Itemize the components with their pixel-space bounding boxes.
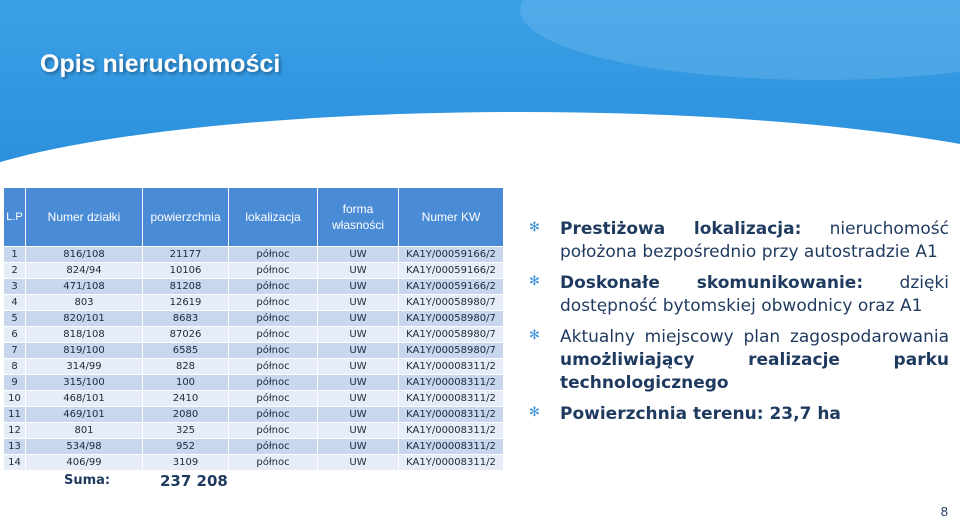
cell-lp: 12: [4, 423, 26, 439]
cell-area: 10106: [143, 263, 229, 279]
cell-lp: 4: [4, 295, 26, 311]
cell-plot-number: 471/108: [26, 279, 143, 295]
cell-kw-number: KA1Y/00059166/2: [399, 263, 504, 279]
banner-curve: [0, 112, 960, 175]
cell-location: północ: [229, 407, 318, 423]
cell-kw-number: KA1Y/00008311/2: [399, 407, 504, 423]
bullet-zoning-text: Aktualny miejscowy plan zagospodarowania: [560, 326, 949, 347]
table-row: [4, 375, 504, 391]
cell-location: północ: [229, 327, 318, 343]
cell-ownership-form: UW: [318, 327, 399, 343]
cell-plot-number: 820/101: [26, 311, 143, 327]
title-banner: [0, 0, 960, 175]
cell-plot-number: 803: [26, 295, 143, 311]
cell-location: północ: [229, 455, 318, 471]
table-row: [4, 311, 504, 327]
cell-plot-number: 534/98: [26, 439, 143, 455]
cell-ownership-form: UW: [318, 247, 399, 263]
cell-area: 12619: [143, 295, 229, 311]
page-number: 8: [940, 504, 948, 519]
table-body: [4, 247, 504, 471]
cell-ownership-form: UW: [318, 311, 399, 327]
table-header-row: [4, 188, 504, 247]
cell-location: północ: [229, 423, 318, 439]
cell-ownership-form: UW: [318, 359, 399, 375]
cell-ownership-form: UW: [318, 343, 399, 359]
cell-kw-number: KA1Y/00008311/2: [399, 439, 504, 455]
cell-lp: 1: [4, 247, 26, 263]
cell-plot-number: 818/108: [26, 327, 143, 343]
cell-ownership-form: UW: [318, 423, 399, 439]
cell-kw-number: KA1Y/00008311/2: [399, 455, 504, 471]
cell-kw-number: KA1Y/00058980/7: [399, 343, 504, 359]
cell-plot-number: 819/100: [26, 343, 143, 359]
cell-area: 2080: [143, 407, 229, 423]
table-row: [4, 439, 504, 455]
header-ownership-form: forma własności: [318, 188, 399, 247]
header-kw-number: Numer KW: [399, 188, 504, 247]
asterisk-bullet-icon: ✻: [529, 404, 540, 420]
cell-lp: 5: [4, 311, 26, 327]
cell-kw-number: KA1Y/00008311/2: [399, 423, 504, 439]
sum-label: Suma:: [64, 473, 111, 488]
cell-ownership-form: UW: [318, 407, 399, 423]
cell-area: 828: [143, 359, 229, 375]
table-row: [4, 455, 504, 471]
bullet-location-bold: Prestiżowa lokalizacja:: [560, 219, 802, 239]
slide-title: Opis nieruchomości: [40, 50, 281, 78]
cell-area: 3109: [143, 455, 229, 471]
table-row: [4, 247, 504, 263]
cell-kw-number: KA1Y/00008311/2: [399, 391, 504, 407]
cell-kw-number: KA1Y/00059166/2: [399, 247, 504, 263]
cell-location: północ: [229, 375, 318, 391]
cell-plot-number: 824/94: [26, 263, 143, 279]
bullet-location-text: nieruchomość położona bezpośrednio przy autostradzie A1: [560, 219, 949, 262]
highlights-list: [529, 218, 949, 434]
cell-plot-number: 801: [26, 423, 143, 439]
bullet-connectivity-text: dzięki dostępność bytomskiej obwodnicy oraz A1: [560, 272, 949, 316]
asterisk-bullet-icon: ✻: [529, 220, 540, 235]
header-plot-number: Numer działki: [26, 188, 143, 247]
cell-lp: 9: [4, 375, 26, 391]
cell-plot-number: 469/101: [26, 407, 143, 423]
asterisk-bullet-icon: ✻: [529, 273, 540, 289]
cell-lp: 14: [4, 455, 26, 471]
cell-ownership-form: UW: [318, 391, 399, 407]
cell-area: 325: [143, 423, 229, 439]
cell-lp: 7: [4, 343, 26, 359]
cell-lp: 11: [4, 407, 26, 423]
cell-area: 2410: [143, 391, 229, 407]
table-row: [4, 391, 504, 407]
table-row: [4, 295, 504, 311]
property-table-wrap: [3, 187, 504, 471]
cell-area: 952: [143, 439, 229, 455]
cell-location: północ: [229, 391, 318, 407]
table-row: [4, 407, 504, 423]
cell-kw-number: KA1Y/00008311/2: [399, 359, 504, 375]
cell-location: północ: [229, 247, 318, 263]
cell-location: północ: [229, 439, 318, 455]
bullet-location: [529, 218, 949, 264]
cell-ownership-form: UW: [318, 375, 399, 391]
cell-kw-number: KA1Y/00008311/2: [399, 375, 504, 391]
cell-ownership-form: UW: [318, 295, 399, 311]
cell-kw-number: KA1Y/00058980/7: [399, 311, 504, 327]
sum-value: 237 208: [160, 472, 228, 490]
table-row: [4, 327, 504, 343]
cell-area: 87026: [143, 327, 229, 343]
cell-location: północ: [229, 343, 318, 359]
cell-location: północ: [229, 295, 318, 311]
cell-ownership-form: UW: [318, 279, 399, 295]
cell-lp: 3: [4, 279, 26, 295]
cell-ownership-form: UW: [318, 439, 399, 455]
bullet-connectivity: [529, 272, 949, 318]
cell-ownership-form: UW: [318, 263, 399, 279]
header-location: lokalizacja: [229, 188, 318, 247]
cell-plot-number: 468/101: [26, 391, 143, 407]
cell-lp: 6: [4, 327, 26, 343]
property-table: [3, 187, 504, 471]
cell-kw-number: KA1Y/00058980/7: [399, 295, 504, 311]
cell-plot-number: 314/99: [26, 359, 143, 375]
cell-lp: 10: [4, 391, 26, 407]
banner-highlight: [520, 0, 960, 80]
cell-lp: 8: [4, 359, 26, 375]
cell-area: 100: [143, 375, 229, 391]
bullet-connectivity-bold: Doskonałe skomunikowanie:: [560, 272, 864, 293]
cell-location: północ: [229, 279, 318, 295]
cell-plot-number: 406/99: [26, 455, 143, 471]
cell-lp: 13: [4, 439, 26, 455]
cell-kw-number: KA1Y/00058980/7: [399, 327, 504, 343]
cell-plot-number: 315/100: [26, 375, 143, 391]
table-row: [4, 263, 504, 279]
header-lp: L.P: [4, 188, 26, 247]
bullet-area: [529, 403, 949, 426]
cell-lp: 2: [4, 263, 26, 279]
table-row: [4, 343, 504, 359]
cell-area: 81208: [143, 279, 229, 295]
header-area: powierzchnia: [143, 188, 229, 247]
cell-kw-number: KA1Y/00059166/2: [399, 279, 504, 295]
cell-plot-number: 816/108: [26, 247, 143, 263]
cell-area: 21177: [143, 247, 229, 263]
cell-location: północ: [229, 263, 318, 279]
cell-location: północ: [229, 359, 318, 375]
table-row: [4, 359, 504, 375]
asterisk-bullet-icon: ✻: [529, 327, 540, 343]
cell-area: 8683: [143, 311, 229, 327]
bullet-zoning-plan: [529, 326, 949, 395]
bullet-area-bold: Powierzchnia terenu: 23,7 ha: [560, 403, 841, 424]
table-row: [4, 423, 504, 439]
cell-location: północ: [229, 311, 318, 327]
cell-ownership-form: UW: [318, 455, 399, 471]
cell-area: 6585: [143, 343, 229, 359]
table-row: [4, 279, 504, 295]
bullet-zoning-bold: umożliwiający realizacje parku technologicznego: [560, 349, 949, 393]
